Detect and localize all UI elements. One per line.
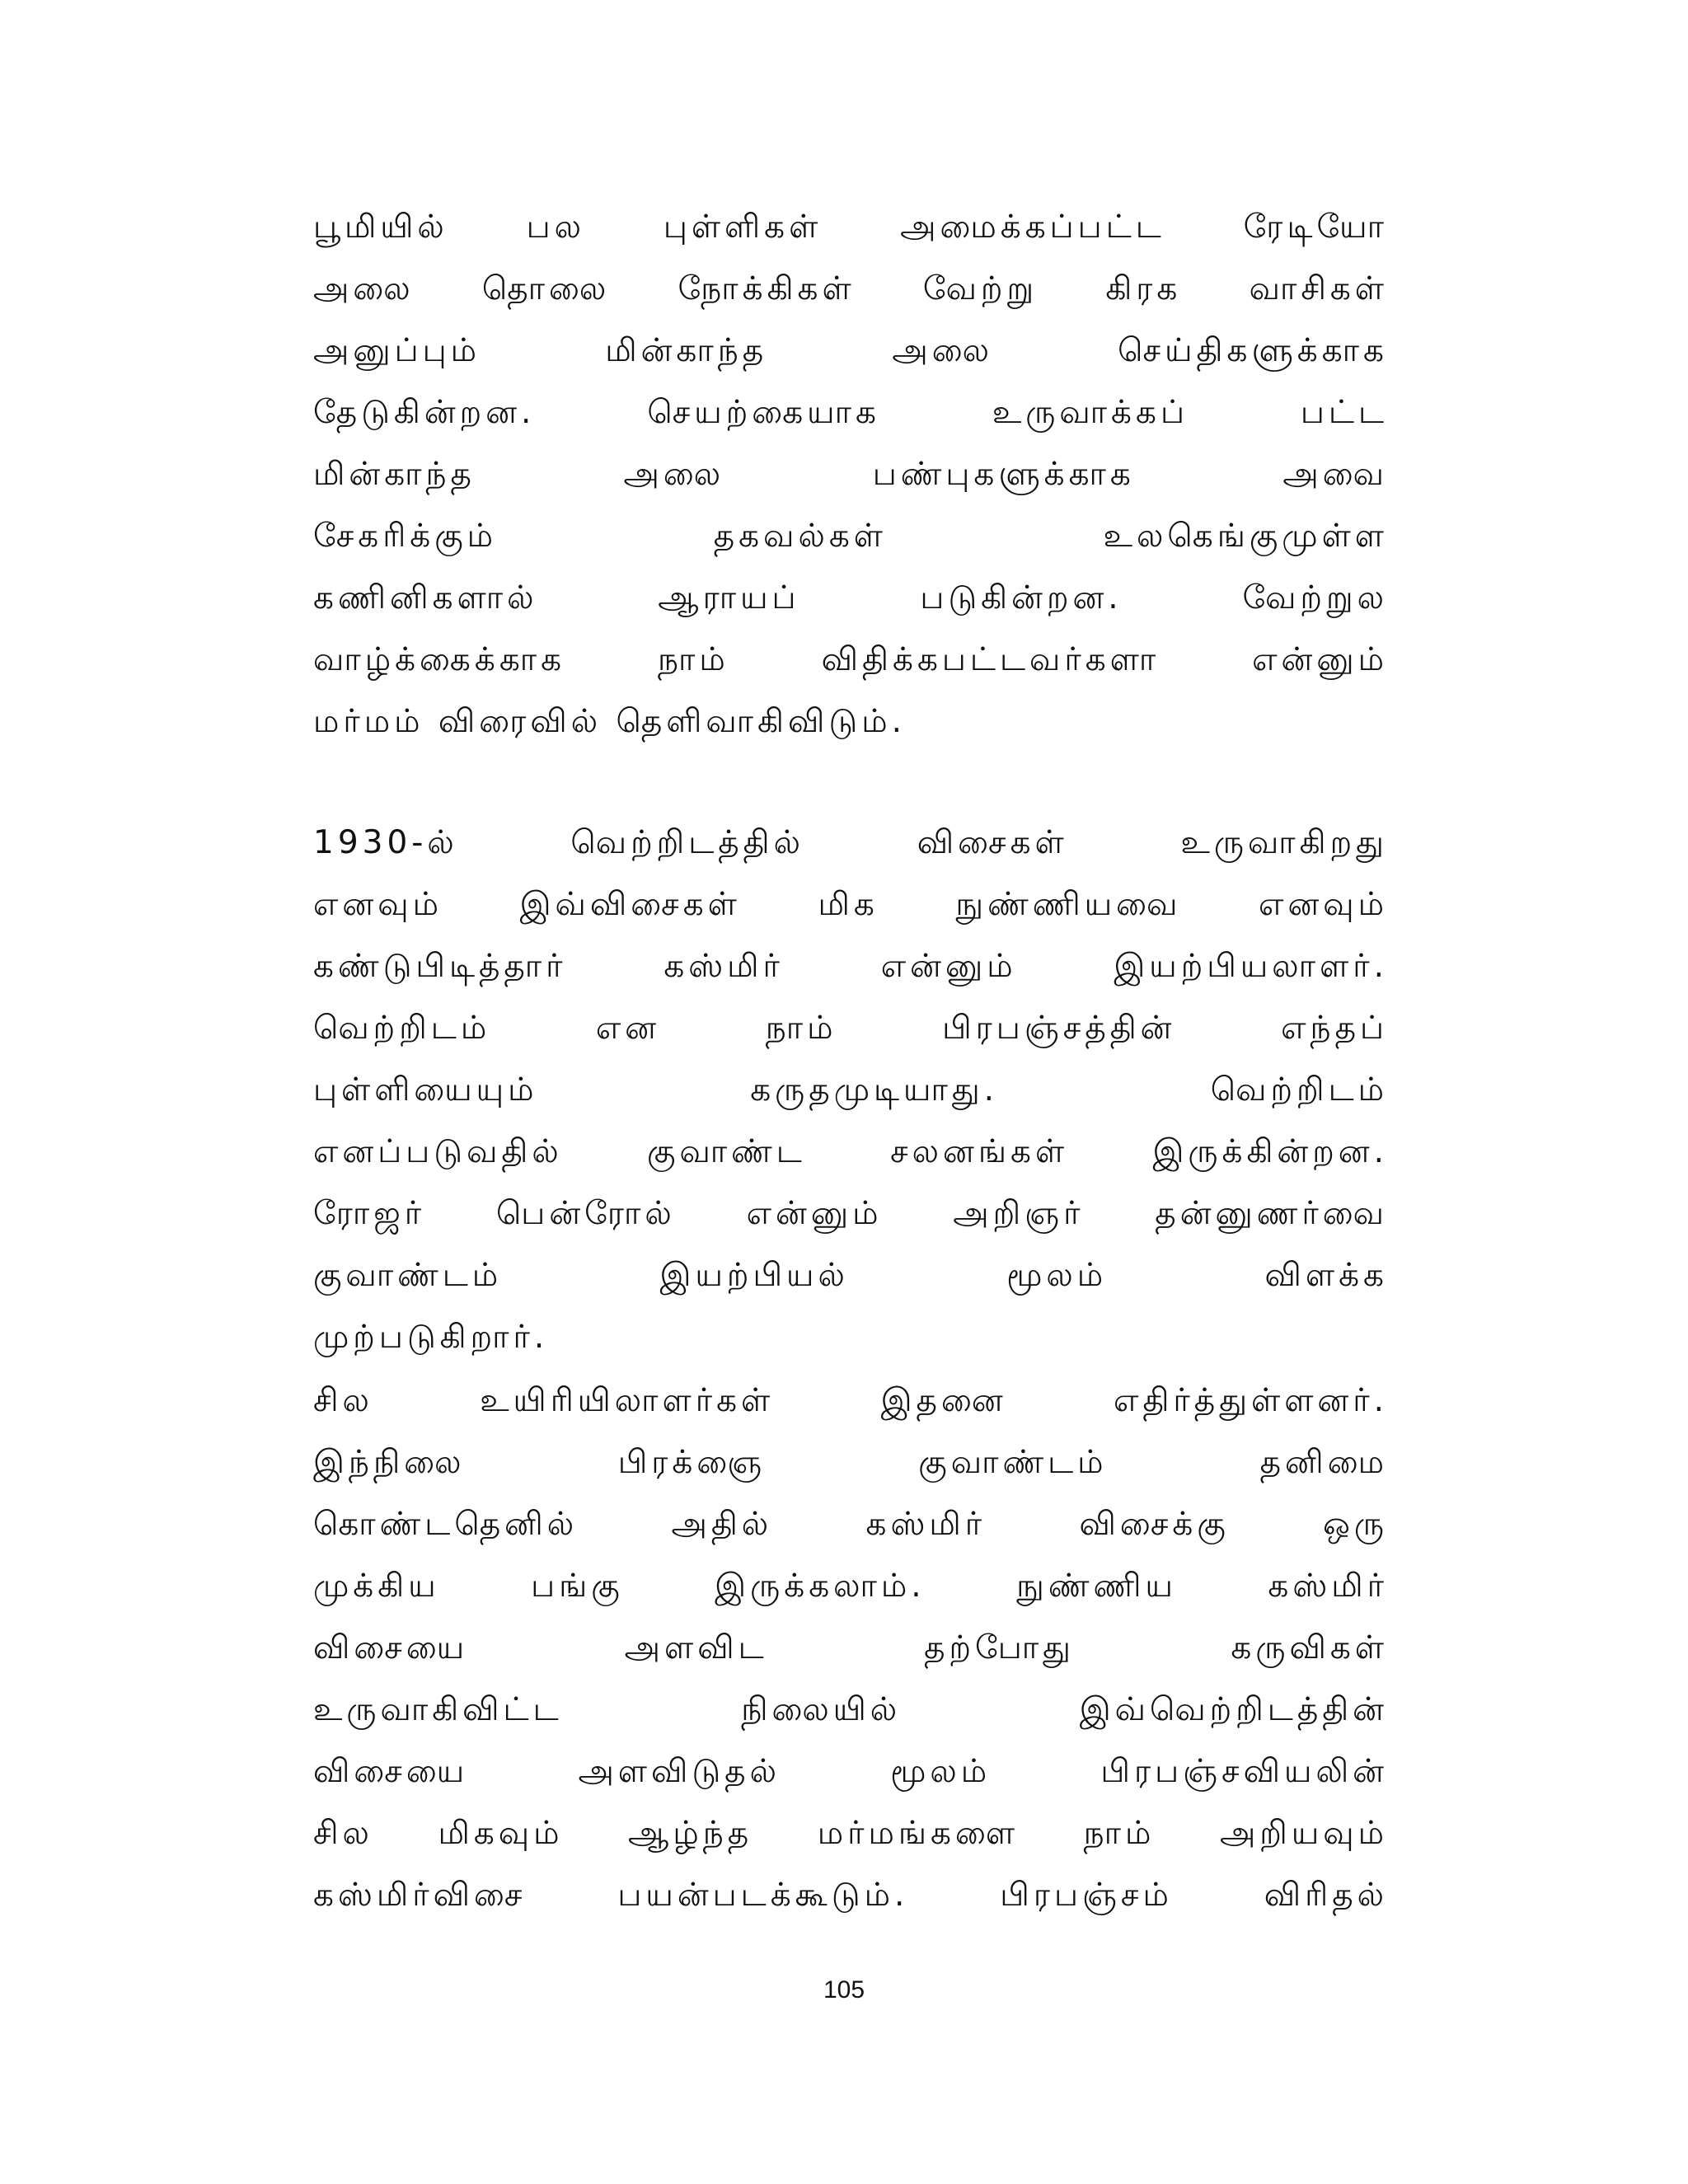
text-line: உருவாகிவிட்ட நிலையில் இவ்வெற்றிடத்தின்: [313, 1691, 1388, 1728]
text-line: கண்டுபிடித்தார் கஸ்மிர் என்னும் இயற்பியலாளர்.: [313, 948, 1388, 985]
paragraph-3: [313, 1370, 1388, 1926]
paragraph-1: [313, 196, 1388, 752]
text-line: கணினிகளால் ஆராயப் படுகின்றன. வேற்றுல: [313, 579, 1388, 616]
text-line: எனப்படுவதில் குவாண்ட சலனங்கள் இருக்கின்றன.: [313, 1133, 1388, 1170]
text-line: புள்ளியையும் கருதமுடியாது. வெற்றிடம்: [313, 1071, 1388, 1108]
paragraph-2: [313, 812, 1388, 1368]
text-line: வாழ்க்கைக்காக நாம் விதிக்கபட்டவர்களா என்னும்: [313, 641, 1388, 678]
text-line: சில மிகவும் ஆழ்ந்த மர்மங்களை நாம் அறியவும்: [313, 1815, 1388, 1852]
text-line: சேகரிக்கும் தகவல்கள் உலகெங்குமுள்ள: [313, 518, 1388, 555]
text-line: வெற்றிடம் என நாம் பிரபஞ்சத்தின் எந்தப்: [313, 1010, 1388, 1047]
text-line: 1930-ல் வெற்றிடத்தில் விசைகள் உருவாகிறது: [313, 824, 1388, 861]
text-line: கஸ்மிர்விசை பயன்படக்கூடும். பிரபஞ்சம் விரிதல்: [313, 1877, 1388, 1914]
text-line: விசையை அளவிடுதல் மூலம் பிரபஞ்சவியலின்: [313, 1753, 1388, 1790]
text-line: ரோஜர் பென்ரோல் என்னும் அறிஞர் தன்னுணர்வை: [313, 1195, 1388, 1232]
text-line: இந்நிலை பிரக்ஞை குவாண்டம் தனிமை: [313, 1444, 1388, 1481]
text-line: அனுப்பும் மின்காந்த அலை செய்திகளுக்காக: [313, 332, 1388, 369]
text-line: எனவும் இவ்விசைகள் மிக நுண்ணியவை எனவும்: [313, 886, 1388, 923]
text-line: முக்கிய பங்கு இருக்கலாம். நுண்ணிய கஸ்மிர்: [313, 1568, 1388, 1605]
text-line: மின்காந்த அலை பண்புகளுக்காக அவை: [313, 456, 1388, 493]
text-line: கொண்டதெனில் அதில் கஸ்மிர் விசைக்கு ஒரு: [313, 1506, 1388, 1543]
page-number: 105: [823, 1976, 865, 2004]
text-line: அலை தொலை நோக்கிகள் வேற்று கிரக வாசிகள்: [313, 270, 1388, 307]
text-line: தேடுகின்றன. செயற்கையாக உருவாக்கப் பட்ட: [313, 394, 1388, 431]
text-line: பூமியில் பல புள்ளிகள் அமைக்கப்பட்ட ரேடியோ: [313, 209, 1388, 246]
text-line: முற்படுகிறார்.: [313, 1319, 549, 1356]
text-line: சில உயிரியிலாளர்கள் இதனை எதிர்த்துள்ளனர்.: [313, 1382, 1388, 1419]
text-line: விசையை அளவிட தற்போது கருவிகள்: [313, 1629, 1388, 1666]
text-line: குவாண்டம் இயற்பியல் மூலம் விளக்க: [313, 1257, 1388, 1294]
text-line: மர்மம் விரைவில் தெளிவாகிவிடும்.: [313, 703, 906, 740]
